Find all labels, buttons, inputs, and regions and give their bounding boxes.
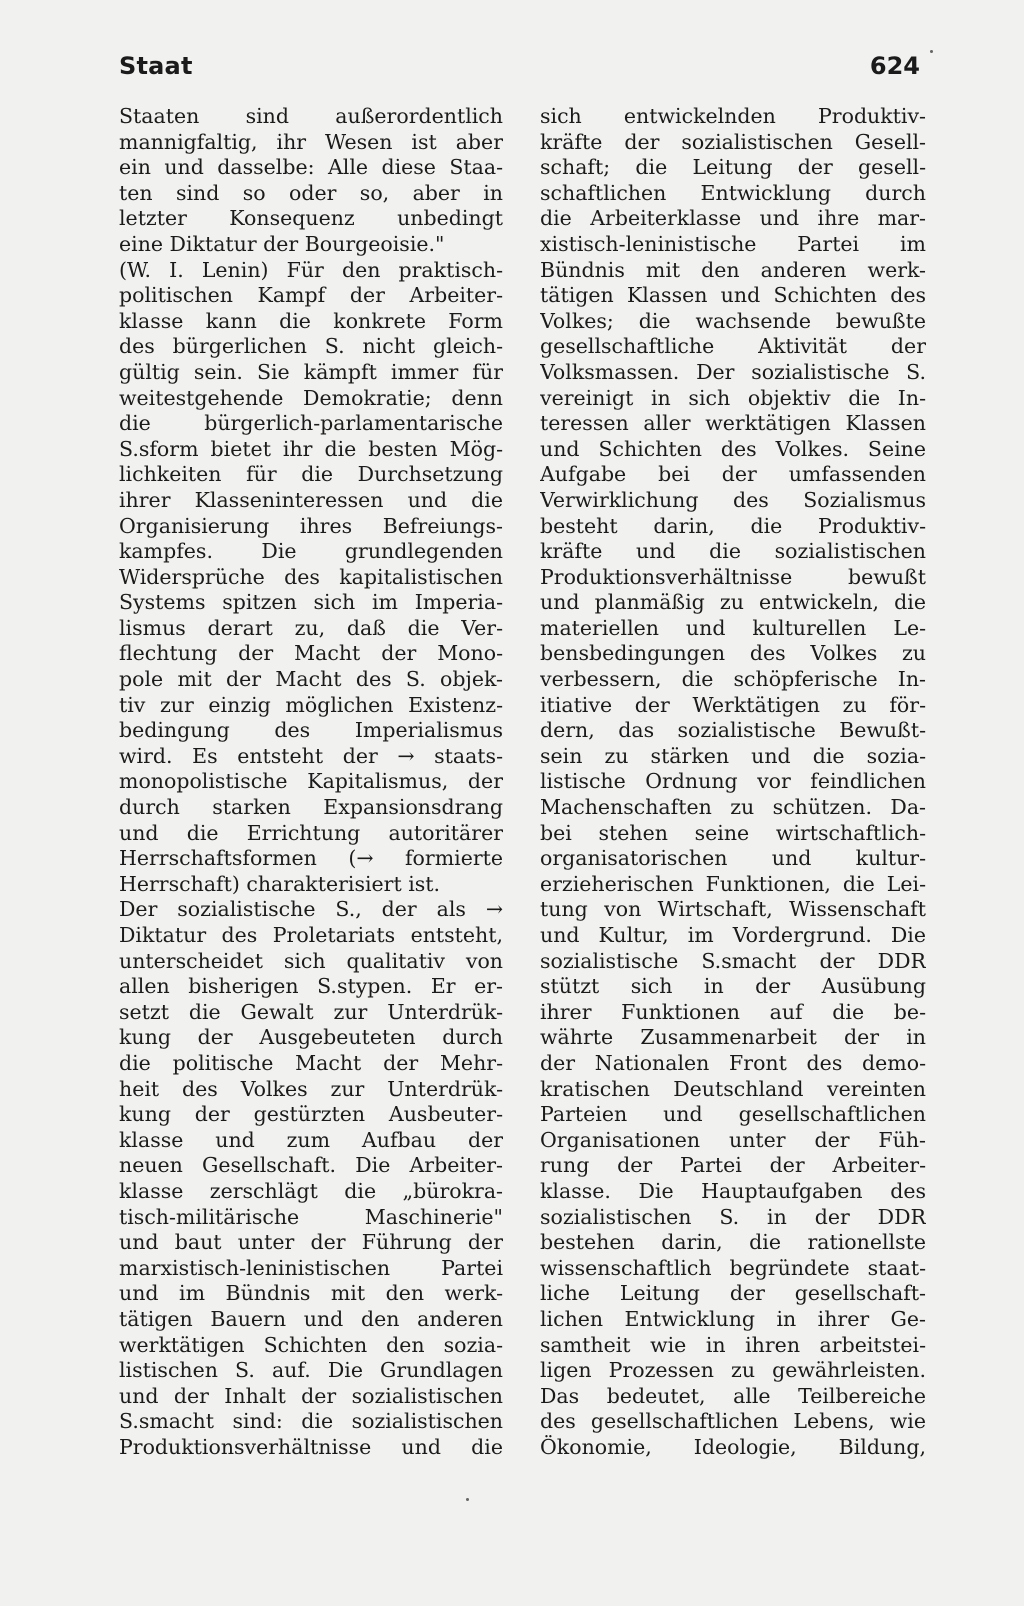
- text-line: allen bisherigen S.stypen. Er er-: [119, 974, 503, 999]
- page-number: 624: [869, 52, 920, 80]
- text-line: Herrschaftsformen (→ formierte: [119, 846, 503, 871]
- text-line: kratischen Deutschland vereinten: [540, 1076, 926, 1101]
- text-line: Machenschaften zu schützen. Da-: [540, 795, 926, 820]
- text-line: und baut unter der Führung der: [119, 1230, 503, 1255]
- text-line: liche Leitung der gesellschaft-: [540, 1281, 926, 1306]
- text-line: Diktatur des Proletariats entsteht,: [119, 923, 503, 947]
- text-line: ligen Prozessen zu gewährleisten.: [540, 1358, 926, 1383]
- text-line: klasse. Die Hauptaufgaben des: [540, 1178, 926, 1203]
- text-line: durch starken Expansionsdrang: [119, 795, 503, 820]
- text-line: kampfes. Die grundlegenden: [119, 539, 503, 564]
- text-line: sozialistischen S. in der DDR: [540, 1204, 926, 1229]
- text-line: pole mit der Macht des S. objek-: [119, 667, 503, 692]
- text-line: Volkes; die wachsende bewußte: [540, 308, 926, 333]
- text-line: besteht darin, die Produktiv-: [540, 513, 926, 538]
- text-line: listischen S. auf. Die Grundlagen: [119, 1358, 503, 1383]
- text-line: teressen aller werktätigen Klassen: [540, 411, 926, 436]
- text-line: bedingung des Imperialismus: [119, 718, 503, 743]
- text-line: kräfte und die sozialistischen: [540, 539, 926, 564]
- text-line: ihrer Klasseninteressen und die: [119, 487, 503, 512]
- text-line: verbessern, die schöpferische In-: [540, 667, 926, 692]
- text-line: und Schichten des Volkes. Seine: [540, 436, 926, 461]
- text-line: werktätigen Schichten den sozia-: [119, 1332, 503, 1357]
- text-line: erzieherischen Funktionen, die Lei-: [540, 871, 926, 896]
- text-line: Das bedeutet, alle Teilbereiche: [540, 1383, 926, 1408]
- text-line: samtheit wie in ihren arbeitstei-: [540, 1332, 926, 1357]
- text-line: gültig sein. Sie kämpft immer für: [119, 359, 503, 384]
- text-line: tisch-militärische Maschinerie": [119, 1204, 503, 1229]
- text-line: Ökonomie, Ideologie, Bildung,: [540, 1434, 926, 1459]
- text-line: sein zu stärken und die sozia-: [540, 743, 926, 768]
- text-line: mannigfaltig, ihr Wesen ist aber: [119, 129, 503, 154]
- text-line: bestehen darin, die rationellste: [540, 1230, 926, 1255]
- text-line: und im Bündnis mit den werk-: [119, 1281, 503, 1306]
- text-line: S.smacht sind: die sozialistischen: [119, 1409, 503, 1434]
- text-line: flechtung der Macht der Mono-: [119, 641, 503, 666]
- text-line: des bürgerlichen S. nicht gleich-: [119, 334, 503, 359]
- text-line: Produktionsverhältnisse bewußt: [540, 564, 926, 589]
- text-line: ten sind so oder so, aber in: [119, 180, 503, 205]
- text-line: kung der Ausgebeuteten durch: [119, 1025, 503, 1050]
- text-line: tätigen Klassen und Schichten des: [540, 283, 926, 308]
- text-line: Verwirklichung des Sozialismus: [540, 487, 926, 512]
- text-line: Staaten sind außerordentlich: [119, 104, 503, 128]
- text-line: Organisationen unter der Füh-: [540, 1127, 926, 1152]
- text-line: dern, das sozialistische Bewußt-: [540, 718, 926, 743]
- left-column: [119, 104, 503, 1460]
- text-line: Herrschaft) charakterisiert ist.: [119, 871, 441, 896]
- text-line: klasse und zum Aufbau der: [119, 1127, 503, 1152]
- text-line: unterscheidet sich qualitativ von: [119, 948, 503, 973]
- text-line: lichkeiten für die Durchsetzung: [119, 462, 503, 487]
- text-line: letzter Konsequenz unbedingt: [119, 206, 503, 231]
- text-line: neuen Gesellschaft. Die Arbeiter-: [119, 1153, 503, 1178]
- text-line: tiv zur einzig möglichen Existenz-: [119, 692, 503, 717]
- text-line: monopolistische Kapitalismus, der: [119, 769, 503, 794]
- text-line: xistisch-leninistische Partei im: [540, 231, 926, 256]
- text-line: klasse zerschlägt die „bürokra-: [119, 1178, 503, 1203]
- text-line: listische Ordnung vor feindlichen: [540, 769, 926, 794]
- running-head: Staat: [119, 52, 193, 80]
- print-speck: [930, 50, 933, 53]
- text-line: organisatorischen und kultur-: [540, 846, 926, 871]
- text-line: und Kultur, im Vordergrund. Die: [540, 923, 926, 947]
- text-line: der Nationalen Front des demo-: [540, 1050, 926, 1075]
- text-line: heit des Volkes zur Unterdrük-: [119, 1076, 503, 1101]
- text-line: schaft; die Leitung der gesell-: [540, 155, 926, 180]
- right-column: [540, 104, 926, 1460]
- text-line: ihrer Funktionen auf die be-: [540, 999, 926, 1024]
- text-line: Systems spitzen sich im Imperia-: [119, 590, 503, 615]
- print-speck: [466, 1498, 469, 1501]
- text-line: Aufgabe bei der umfassenden: [540, 462, 926, 487]
- text-line: gesellschaftliche Aktivität der: [540, 334, 926, 359]
- text-line: lichen Entwicklung in ihrer Ge-: [540, 1306, 926, 1331]
- text-line: stützt sich in der Ausübung: [540, 974, 926, 999]
- text-line: Der sozialistische S., der als →: [119, 897, 503, 922]
- text-line: tung von Wirtschaft, Wissenschaft: [540, 897, 926, 922]
- text-line: marxistisch-leninistischen Partei: [119, 1255, 503, 1280]
- text-line: Organisierung ihres Befreiungs-: [119, 513, 503, 538]
- text-line: die bürgerlich-parlamentarische: [119, 411, 503, 436]
- text-line: politischen Kampf der Arbeiter-: [119, 283, 503, 308]
- text-line: sozialistische S.smacht der DDR: [540, 948, 926, 973]
- text-line: sich entwickelnden Produktiv-: [540, 104, 926, 128]
- text-line: und die Errichtung autoritärer: [119, 820, 503, 845]
- text-line: itiative der Werktätigen zu för-: [540, 692, 926, 717]
- text-line: Volksmassen. Der sozialistische S.: [540, 359, 926, 384]
- text-line: setzt die Gewalt zur Unterdrük-: [119, 999, 503, 1024]
- text-line: und der Inhalt der sozialistischen: [119, 1383, 503, 1408]
- text-line: materiellen und kulturellen Le-: [540, 615, 926, 640]
- text-line: kung der gestürzten Ausbeuter-: [119, 1102, 503, 1127]
- text-line: Widersprüche des kapitalistischen: [119, 564, 503, 589]
- text-line: klasse kann die konkrete Form: [119, 308, 503, 333]
- text-line: schaftlichen Entwicklung durch: [540, 180, 926, 205]
- text-line: bensbedingungen des Volkes zu: [540, 641, 926, 666]
- text-line: vereinigt in sich objektiv die In-: [540, 385, 926, 410]
- text-line: währte Zusammenarbeit der in: [540, 1025, 926, 1050]
- text-line: Bündnis mit den anderen werk-: [540, 257, 926, 282]
- text-line: die Arbeiterklasse und ihre mar-: [540, 206, 926, 231]
- text-line: eine Diktatur der Bourgeoisie.": [119, 231, 445, 256]
- text-line: kräfte der sozialistischen Gesell-: [540, 129, 926, 154]
- text-line: und planmäßig zu entwickeln, die: [540, 590, 926, 615]
- text-line: ein und dasselbe: Alle diese Staa-: [119, 155, 503, 180]
- text-line: des gesellschaftlichen Lebens, wie: [540, 1409, 926, 1434]
- text-line: lismus derart zu, daß die Ver-: [119, 615, 503, 640]
- text-line: Parteien und gesellschaftlichen: [540, 1102, 926, 1127]
- text-line: S.sform bietet ihr die besten Mög-: [119, 436, 503, 461]
- text-line: tätigen Bauern und den anderen: [119, 1306, 503, 1331]
- text-line: rung der Partei der Arbeiter-: [540, 1153, 926, 1178]
- text-line: wissenschaftlich begründete staat-: [540, 1255, 926, 1280]
- text-line: die politische Macht der Mehr-: [119, 1050, 503, 1075]
- text-line: Produktionsverhältnisse und die: [119, 1434, 503, 1459]
- text-line: wird. Es entsteht der → staats-: [119, 743, 503, 768]
- text-line: (W. I. Lenin) Für den praktisch-: [119, 257, 503, 282]
- text-line: weitestgehende Demokratie; denn: [119, 385, 503, 410]
- text-line: bei stehen seine wirtschaftlich-: [540, 820, 926, 845]
